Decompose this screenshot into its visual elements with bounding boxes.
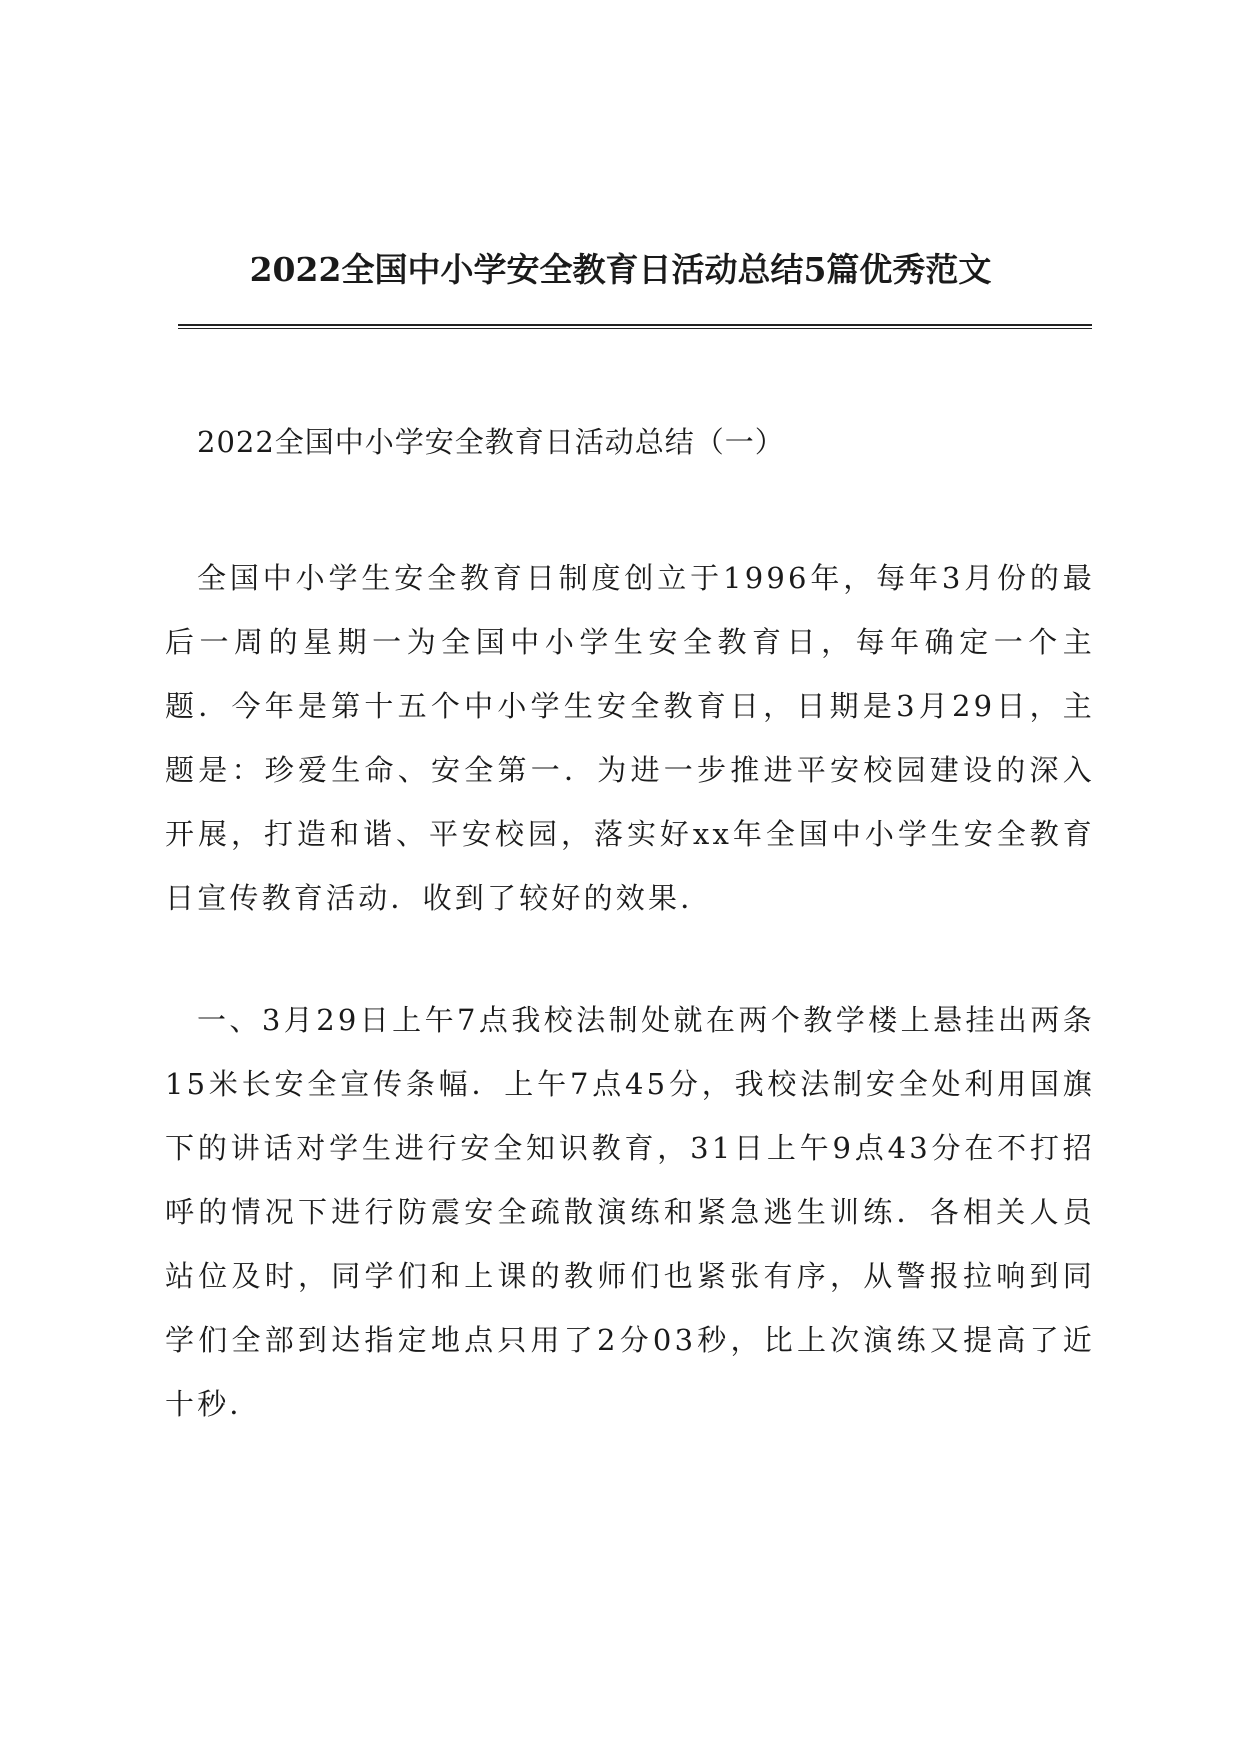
- body-paragraph-1: 全国中小学生安全教育日制度创立于1996年，每年3月份的最后一周的星期一为全国中小学生安全教育日，每年确定一个主题．今年是第十五个中小学生安全教育日，日期是3月29日，主题是：珍爱生命、安全第一．为进一步推进平安校园建设的深入开展，打造和谐、平安校园，落实好xx年全国中小学生安全教育日宣传教育活动．收到了较好的效果．: [165, 561, 1095, 915]
- title-double-rule: [178, 324, 1092, 329]
- document-title: 2022全国中小学安全教育日活动总结5篇优秀范文: [249, 250, 992, 289]
- body-paragraph-2: 一、3月29日上午7点我校法制处就在两个教学楼上悬挂出两条15米长安全宣传条幅．上午7点45分，我校法制安全处利用国旗下的讲话对学生进行安全知识教育，31日上午9点43分在不打招呼的情况下进行防震安全疏散演练和紧急逃生训练．各相关人员站位及时，同学们和上课的教师们也紧张有序，从警报拉响到同学们全部到达指定地点只用了2分03秒，比上次演练又提高了近十秒．: [165, 1003, 1095, 1421]
- section-heading: 2022全国中小学安全教育日活动总结（一）: [197, 425, 785, 459]
